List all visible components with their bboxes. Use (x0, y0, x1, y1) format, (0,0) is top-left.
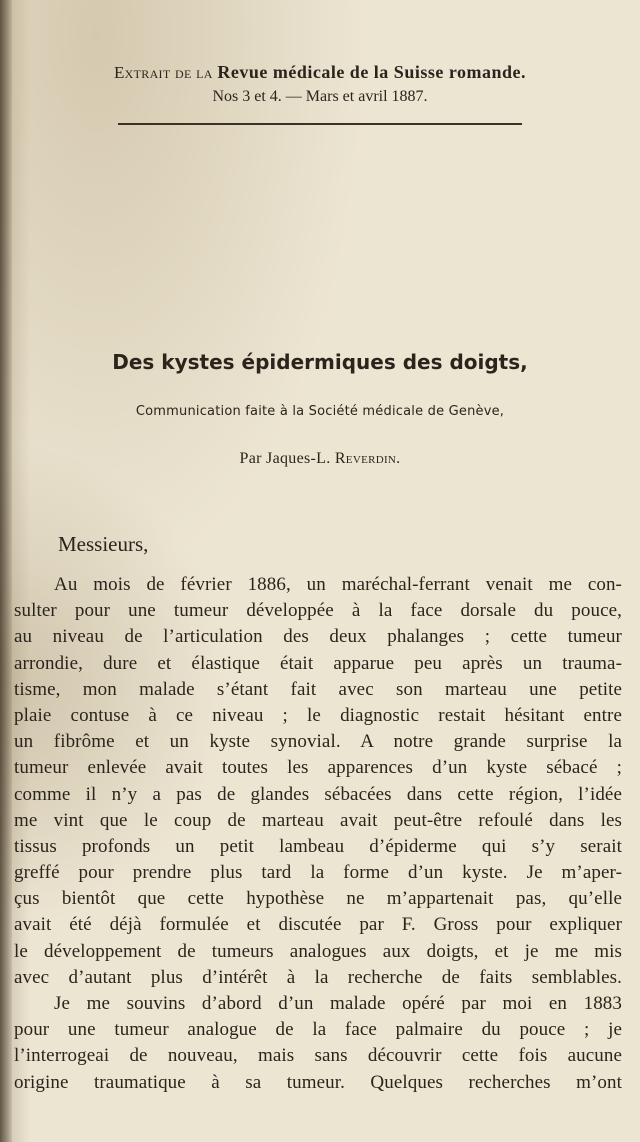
body-line: tisme, mon malade s’étant fait avec son marteau une petite (14, 678, 622, 700)
body-line: me vint que le coup de marteau avait peut-être refoulé dans les (14, 809, 622, 831)
body-line: comme il n’y a pas de glandes sébacées dans cette région, l’idée (14, 783, 622, 805)
author-prefix: Par Jaques-L. (239, 450, 331, 467)
extract-prefix: Extrait de la (114, 63, 213, 82)
body-line: Au mois de février 1886, un maréchal-ferrant venait me con- (54, 574, 622, 595)
body-line: plaie contuse à ce niveau ; le diagnostic restait hésitant entre (14, 704, 622, 726)
journal-header (0, 62, 640, 83)
journal-name: Revue médicale de la Suisse romande. (217, 62, 526, 82)
author-line (0, 450, 640, 468)
issue-line: Nos 3 et 4. — Mars et avril 1887. (212, 88, 428, 105)
body-line: pour une tumeur analogue de la face palmaire du pouce ; je (14, 1019, 622, 1041)
body-paragraphs (14, 572, 622, 1096)
body-line: greffé pour prendre plus tard la forme d’un kyste. Je m’aper- (14, 862, 622, 884)
article-title: Des kystes épidermiques des doigts, (112, 350, 528, 374)
body-line: tissus profonds un petit lambeau d’épiderme qui s’y serait (14, 835, 622, 857)
header-rule (118, 123, 522, 125)
binding-edge (0, 0, 12, 1142)
body-line: au niveau de l’articulation des deux phalanges ; cette tumeur (14, 626, 622, 648)
body-line: Je me souvins d’abord d’un malade opéré par moi en 1883 (54, 993, 622, 1014)
author-surname: Reverdin. (334, 450, 401, 467)
body-line: sulter pour une tumeur développée à la face dorsale du pouce, (14, 600, 622, 622)
body-line: le développement de tumeurs analogues aux doigts, et je me mis (14, 940, 622, 962)
body-line: avec d’autant plus d’intérêt à la recherche de faits semblables. (14, 966, 622, 988)
body-line: un fibrôme et un kyste synovial. A notre grande surprise la (14, 731, 622, 753)
body-line: origine traumatique à sa tumeur. Quelques recherches m’ont (14, 1071, 622, 1093)
body-line: çus bientôt que cette hypothèse ne m’appartenait pas, qu’elle (14, 888, 622, 910)
body-line: tumeur enlevée avait toutes les apparences d’un kyste sébacé ; (14, 757, 622, 779)
body-line: avait été déjà formulée et discutée par F. Gross pour expliquer (14, 914, 622, 936)
body-line: arrondie, dure et élastique était apparue peu après un trauma- (14, 652, 622, 674)
body-line: l’interrogeai de nouveau, mais sans découvrir cette fois aucune (14, 1045, 622, 1067)
salutation: Messieurs, (58, 532, 149, 556)
article-subtitle: Communication faite à la Société médicale de Genève, (135, 404, 505, 419)
